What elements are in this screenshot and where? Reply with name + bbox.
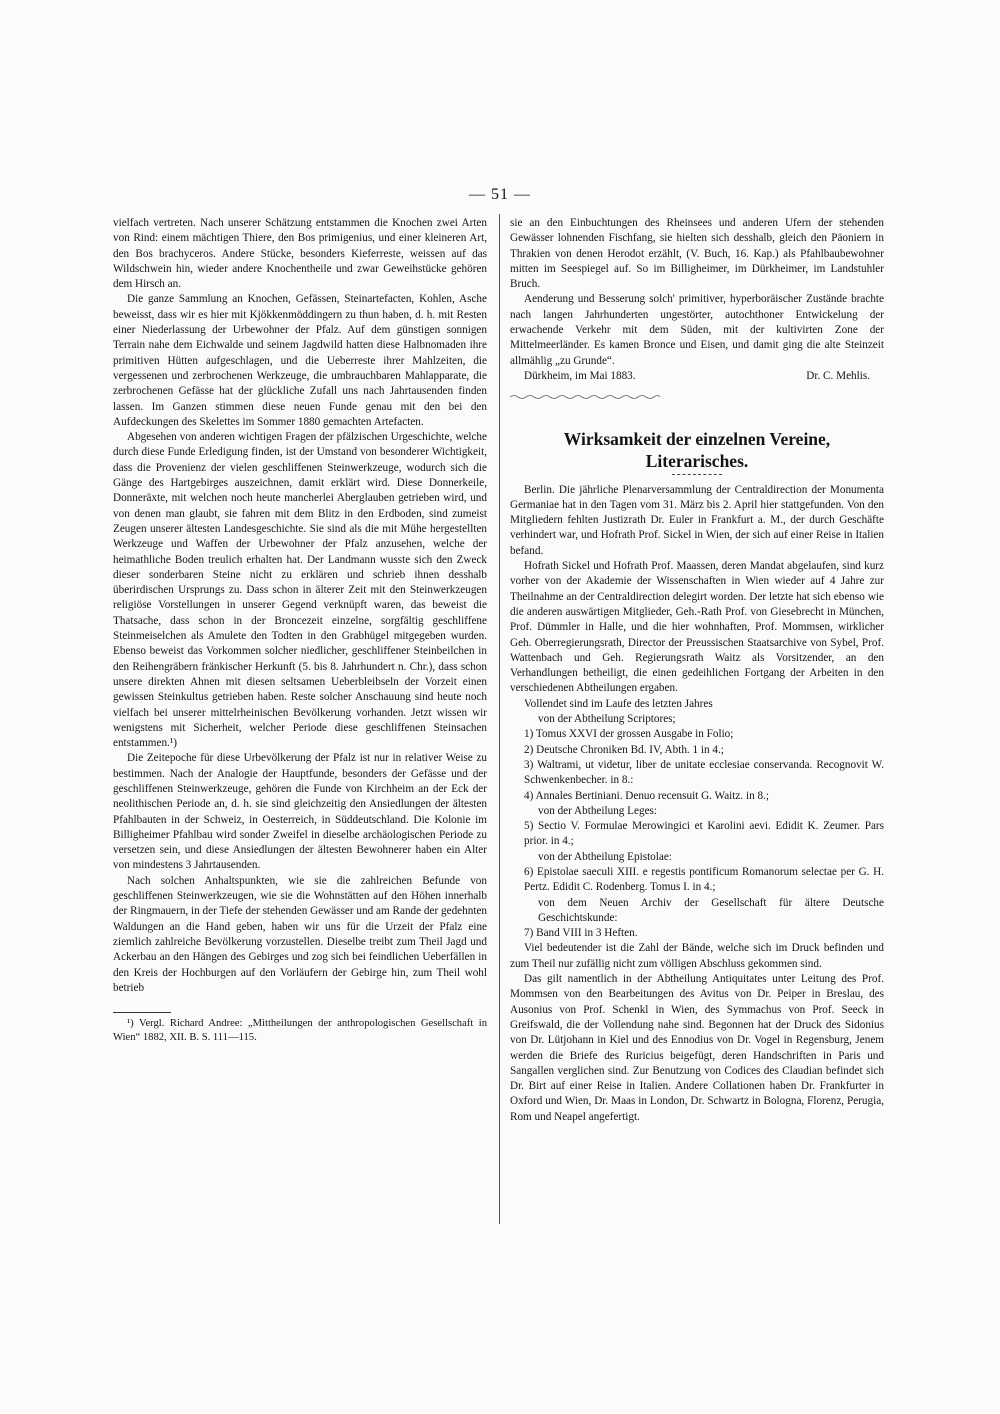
- paragraph: Vollendet sind im Laufe des letzten Jahres: [524, 697, 713, 710]
- paragraph: Das gilt namentlich in der Abtheilung Antiquitates unter Leitung des Prof. Mommsen von den Bearbeitungen des Avitus von Dr. Peiper in Breslau, des Ausonius von Prof. Schenkl in Wien, des Symmachus von Prof. Seeck in Greifswald, die der Vollendung nahe sind. Begonnen hat der Druck des Sidonius von Dr. Lütjohann in Kiel und des Ennodius von Dr. Vogel in Regensburg, Jenem werden die Briefe des Ruricius beigefügt, deren Handschriften in Paris und Sangallen verglichen sind. Zur Benutzung von Codices des Claudian befindet sich Dr. Birt auf einer Reise in Italien. Andere Collationen haben Dr. Frankfurter in Oxford und Wien, Dr. Maas in London, Dr. Schwartz in Bologna, Florenz, Perugia, Rom und Neapel angefertigt.: [510, 973, 884, 1123]
- page-number: — 51 —: [469, 186, 531, 203]
- signature-place-date: Dürkheim, im Mai 1883.: [524, 369, 636, 382]
- paragraph: Nach solchen Anhaltspunkten, wie sie die zahlreichen Befunde von geschliffenen Steinwerkzeugen, wie sie die Wohnstätten auf den Höhen innerhalb der Ringmauern, in der Tiefe der stehenden Gewässer und am Rande der gedehnten Waldungen an die Hand geben, haben wir uns für die Urzeit der Pfalz eine ziemlich zahlreiche Bevölkerung vorzustellen. Dieselbe treibt zum Theil Jagd und Ackerbau an den Hängen des Gebirges und zog sich bei feindlichen Ueberfällen in den Kreis der Hochburgen auf den Vorläufern der Gebirge hin, zum Theil wohl betrieb: [113, 874, 487, 994]
- signature-author: Dr. C. Mehlis.: [806, 369, 870, 382]
- paragraph: Hofrath Sickel und Hofrath Prof. Maassen, deren Mandat abgelaufen, sind kurz vorher von der Akademie der Wissenschaften in Wien wieder auf 4 Jahre zur Theilnahme an der Centraldirection delegirt worden. Der letzte hat sich ebenso wie die anderen auswärtigen Mitglieder, Geh.-Rath Prof. von Giesebrecht in München, Prof. Dümmler in Halle, und die hier wohnhaften, Prof. Mommsen, wirklicher Geh. Oberregierungsrath, Director der Preussischen Staatsarchive von Sybel, Prof. Wattenbach und Geh. Regierungsrath Waitz als Vorsitzender, an den Verhandlungen betheiligt, die einen gedeihlichen Fortgang der Arbeiten in den verschiedenen Abtheilungen ergaben.: [510, 560, 884, 695]
- ornament-divider: [510, 394, 660, 400]
- section-title-line: Literarisches.: [645, 450, 749, 471]
- paragraph: vielfach vertreten. Nach unserer Schätzung entstammen die Knochen zwei Arten von Rind: einem mächtigen Thiere, den Bos primigenius, und einer kleineren Art, den Bos brachyceros. Andere Stücke, besonders Kieferreste, weissen auf das Wildschwein hin, wieder andere Knochentheile und zwar Geweihstücke gehören dem Hirsch an.: [113, 217, 487, 291]
- list-heading: von der Abtheilung Epistolae:: [538, 850, 672, 863]
- paragraph: Viel bedeutender ist die Zahl der Bände, welche sich im Druck befinden und zum Theil nur zufällig nicht zum völligen Abschluss gekommen sind.: [510, 942, 884, 970]
- footnote-divider: [113, 1012, 171, 1013]
- list-item: 7) Band VIII in 3 Heften.: [524, 927, 638, 940]
- list-heading: von der Abtheilung Scriptores;: [538, 713, 676, 726]
- paragraph: Berlin. Die jährliche Plenarversammlung der Centraldirection der Monumenta Germaniae hat in den Tagen vom 31. März bis 2. April hier stattgefunden. Von den Mitgliedern fehlten Justizrath Dr. Euler in Frankfurt a. M., der durch Geschäfte verhindert war, und Hofrath Prof. Sickel in Wien, der sich auf einer Reise in Italien befand.: [510, 483, 884, 557]
- signature-line: [510, 369, 884, 384]
- section-title: [510, 428, 884, 472]
- list-item: 2) Deutsche Chroniken Bd. IV, Abth. 1 in 4.;: [524, 743, 724, 756]
- title-divider: [672, 474, 722, 475]
- list-item: 3) Waltrami, ut videtur, liber de unitate ecclesiae conservanda. Recognovit W. Schwenkenbecher. in 8.:: [524, 758, 884, 787]
- column-divider: [499, 214, 500, 1224]
- list-item: 5) Sectio V. Formulae Merowingici et Karolini aevi. Edidit K. Zeumer. Pars prior. in 4.;: [524, 820, 884, 848]
- list-heading: von der Abtheilung Leges:: [538, 804, 657, 817]
- paragraph: Die ganze Sammlung an Knochen, Gefässen, Steinartefacten, Kohlen, Asche beweisst, dass wir es hier mit Kjökkenmöddingern zu thun haben, d. h. mit Resten einer Niederlassung der Urbewohner der Pfalz. Auf dem günstigen sonnigen Terrain nahe dem Eichwalde und seinem Jagdwild hatten diese Halbnomaden ihre primitiven Hütten aufgeschlagen, und die Ueberreste ihrer Mahlzeiten, die vergessenen und zerbrochenen Werkzeuge, die umbrauchbaren Mahlapparate, die zerbrochenen Gefässe hat der glückliche Zufall uns nach Jahrtausenden finden lassen. Im Ganzen stimmen diese neuen Funde genau mit den bei den Aufdeckungen des Skelettes im Sommer 1880 gemachten Artefacten.: [113, 293, 487, 428]
- list-item: 4) Annales Bertiniani. Denuo recensuit G. Waitz. in 8.;: [524, 789, 769, 802]
- paragraph: Die Zeitepoche für diese Urbevölkerung der Pfalz ist nur in relativer Weise zu bestimmen. Nach der Analogie der Hauptfunde, besonders der Gefässe und der geschliffenen Steinwerkzeuge, gehören die Funde von Kirchheim an der Eck der neolithischen Periode an, d. h. sie sind gleichzeitig den Ansiedlungen der ältesten Pfahlbauten in der Schweiz, in Oesterreich, in Süddeutschland. Die Kolonie im Billigheimer Pfahlbau wird sonder Zweifel in dieselbe archäologischen Periode zu versetzen sein, und diese Ansiedlungen der ältesten Bewohnerer haben ein Alter von mindestens 3 Jahrtausenden.: [113, 752, 487, 872]
- list-heading: von dem Neuen Archiv der Gesellschaft für ältere Deutsche Geschichtskunde:: [538, 896, 884, 924]
- left-column: [113, 216, 487, 1045]
- footnote: ¹) Vergl. Richard Andree: „Mittheilungen der anthropologischen Gesellschaft in Wien“ 1882, XII. B. S. 111—115.: [113, 1018, 487, 1044]
- list-item: 6) Epistolae saeculi XIII. e regestis pontificum Romanorum selectae per G. H. Pertz. Edidit C. Rodenberg. Tomus I. in 4.;: [524, 865, 884, 894]
- list-item: 1) Tomus XXVI der grossen Ausgabe in Folio;: [524, 728, 734, 741]
- paragraph: Abgesehen von anderen wichtigen Fragen der pfälzischen Urgeschichte, welche durch diese Funde Erledigung finden, ist der Umstand von besonderer Wichtigkeit, dass die Provenienz der vielen geschliffenen Steinwerkzeuge, wodurch sich die Gänge des Hartgebirges auszeichnen, damit erklärt wird. Diese Donnerkeile, Donneräxte, mit welchen noch heute mancherlei Aberglauben getrieben wird, und von denen man glaubt, sie fahren mit dem Blitz in den Erdboden, sind zumeist Zeugen unserer ältesten Landesgeschichte. Sie sind als die mit Mühe hergestellten Werkzeuge und Waffen der Urbewohner der Pfalz anzusehen, welche der heimathliche Boden treulich erhalten hat. Der Landmann wusste sich den Zweck dieser sonderbaren Steine nicht zu erklären und schrieb ihnen desshalb überirdischen Ursprungs zu. Dass schon in älterer Zeit mit den Steinwerkzeugen religiöse Vorstellungen in unserer Gegend verknüpft waren, das beweist die Thatsache, dass schon in der Broncezeit einzelne, sorgfältig geschliffene Steinmeiselchen als Amulete den Todten in den Grabhügel mitgegeben wurden. Ebenso beweist das Vorkommen solcher niedlicher, geschliffener Steinbeilchen in den Reihengräbern fränkischer Herkunft (5. bis 8. Jahrhundert n. Chr.), dass schon unsere direkten Ahnen mit diesen seltsamen Ueberbleibseln der Vorzeit einen gewissen Steinkultus getrieben haben. Reste solcher Anschauung sind heute noch vielfach bei unserer mittelrheinischen Bevölkerung vorhanden. Jetzt wissen wir wenigstens mit Sicherheit, welcher Periode diese geschliffenen Steinsachen entstammen.¹): [113, 431, 487, 750]
- paragraph: sie an den Einbuchtungen des Rheinsees und anderen Ufern der stehenden Gewässer lohnenden Fischfang, sie hielten sich desshalb, gleich den Päoniern in Thrakien von denen Herodot erzählt, (V. Buch, 16. Kap.) als Pfahlbaubewohner mitten im Seespiegel auf. So im Billigheimer, im Dürkheimer, im Landstuhler Bruch.: [510, 217, 884, 291]
- right-column: [510, 216, 884, 1125]
- paragraph: Aenderung und Besserung solch' primitiver, hyperboräischer Zustände brachte nach langen Jahrhunderten ungestörter, autochthoner Entwickelung der erwachende Verkehr mit dem Süden, mit der kultivirten Zone der Mittelmeerländer. Es kamen Bronce und Eisen, und damit ging die alte Steinzeit allmählig „zu Grunde“.: [510, 293, 884, 367]
- section-title-line: Wirksamkeit der einzelnen Vereine,: [563, 428, 831, 449]
